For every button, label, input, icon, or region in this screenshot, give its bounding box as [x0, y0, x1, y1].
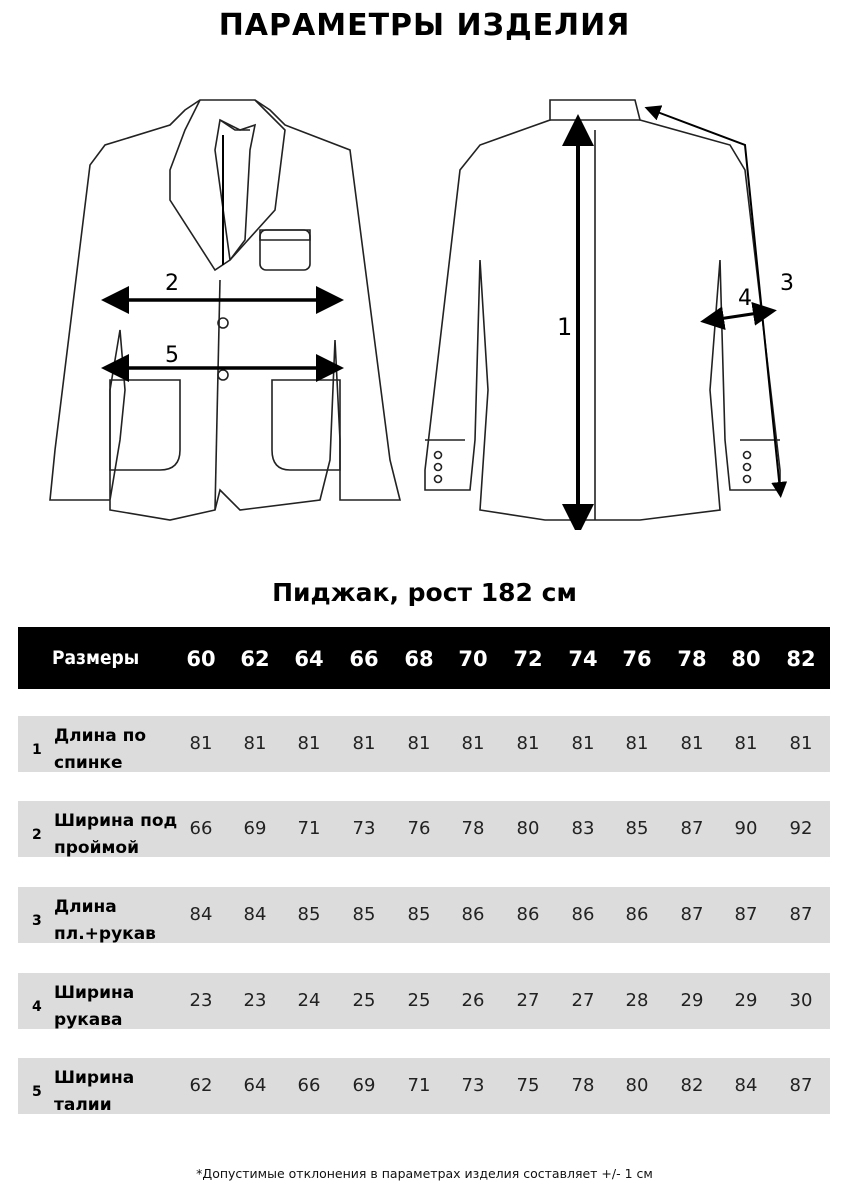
row-number: 4: [32, 999, 42, 1015]
header-size: 68: [404, 647, 434, 671]
row-number: 1: [32, 742, 42, 758]
row-label: Длина пл.+рукав: [54, 897, 156, 944]
table-cell: 78: [571, 1075, 595, 1096]
table-cell: 87: [680, 904, 704, 925]
table-cell: 82: [680, 1075, 704, 1096]
table-cell: 85: [407, 904, 431, 925]
table-cell: 81: [189, 733, 213, 754]
table-cell: 83: [571, 818, 595, 839]
table-cell: 81: [407, 733, 431, 754]
row-label: Длина по спинке: [54, 726, 147, 773]
table-row: [18, 716, 830, 772]
header-size: 60: [186, 647, 216, 671]
jacket-diagram: [40, 90, 810, 530]
table-cell: 28: [625, 990, 649, 1011]
table-cell: 23: [243, 990, 267, 1011]
table-cell: 23: [189, 990, 213, 1011]
table-cell: 85: [297, 904, 321, 925]
header-size: 82: [786, 647, 816, 671]
table-cell: 71: [407, 1075, 431, 1096]
table-cell: 81: [734, 733, 758, 754]
table-cell: 73: [461, 1075, 485, 1096]
label-3: 3: [780, 271, 794, 296]
header-size: 62: [240, 647, 270, 671]
table-cell: 80: [625, 1075, 649, 1096]
table-cell: 86: [571, 904, 595, 925]
row-label: Ширина рукава: [54, 983, 135, 1030]
table-cell: 26: [461, 990, 485, 1011]
front-jacket: [50, 100, 400, 520]
table-cell: 84: [243, 904, 267, 925]
table-cell: 27: [516, 990, 540, 1011]
row-label: Ширина талии: [54, 1068, 135, 1115]
header-size: 66: [349, 647, 379, 671]
table-row: [18, 801, 830, 857]
table-cell: 84: [189, 904, 213, 925]
table-cell: 71: [297, 818, 321, 839]
row-label: Ширина под проймой: [54, 811, 178, 858]
table-cell: 86: [516, 904, 540, 925]
label-1: 1: [557, 313, 573, 341]
table-cell: 87: [789, 1075, 813, 1096]
back-jacket: [425, 100, 780, 520]
table-cell: 81: [461, 733, 485, 754]
label-5: 5: [165, 343, 179, 368]
table-cell: 90: [734, 818, 758, 839]
table-cell: 85: [352, 904, 376, 925]
table-cell: 75: [516, 1075, 540, 1096]
row-number: 3: [32, 913, 42, 929]
table-cell: 81: [571, 733, 595, 754]
header-size: 70: [458, 647, 488, 671]
table-cell: 81: [789, 733, 813, 754]
table-cell: 76: [407, 818, 431, 839]
table-cell: 29: [680, 990, 704, 1011]
table-cell: 24: [297, 990, 321, 1011]
table-cell: 27: [571, 990, 595, 1011]
table-subtitle: Пиджак, рост 182 см: [272, 578, 577, 607]
table-row: [18, 1058, 830, 1114]
table-cell: 84: [734, 1075, 758, 1096]
table-cell: 64: [243, 1075, 267, 1096]
table-cell: 73: [352, 818, 376, 839]
table-cell: 78: [461, 818, 485, 839]
table-cell: 69: [352, 1075, 376, 1096]
table-row: [18, 973, 830, 1029]
header-size: 64: [294, 647, 324, 671]
table-cell: 86: [461, 904, 485, 925]
table-cell: 81: [625, 733, 649, 754]
table-cell: 81: [243, 733, 267, 754]
footnote: *Допустимые отклонения в параметрах изделия составляет +/- 1 см: [196, 1166, 653, 1181]
table-cell: 87: [680, 818, 704, 839]
table-cell: 81: [352, 733, 376, 754]
table-cell: 81: [680, 733, 704, 754]
table-cell: 29: [734, 990, 758, 1011]
table-cell: 69: [243, 818, 267, 839]
header-label: Размеры: [52, 647, 140, 669]
row-number: 2: [32, 827, 42, 843]
table-cell: 92: [789, 818, 813, 839]
table-cell: 66: [189, 818, 213, 839]
table-cell: 25: [407, 990, 431, 1011]
table-cell: 85: [625, 818, 649, 839]
table-cell: 66: [297, 1075, 321, 1096]
header-size: 74: [568, 647, 598, 671]
page-title: ПАРАМЕТРЫ ИЗДЕЛИЯ: [218, 8, 631, 43]
table-header: [18, 627, 830, 689]
header-size: 78: [677, 647, 707, 671]
table-cell: 86: [625, 904, 649, 925]
header-size: 80: [731, 647, 761, 671]
label-4: 4: [738, 286, 752, 311]
table-cell: 62: [189, 1075, 213, 1096]
table-row: [18, 887, 830, 943]
table-cell: 87: [789, 904, 813, 925]
table-cell: 80: [516, 818, 540, 839]
table-cell: 25: [352, 990, 376, 1011]
header-size: 76: [622, 647, 652, 671]
row-number: 5: [32, 1084, 42, 1100]
table-cell: 30: [789, 990, 813, 1011]
table-cell: 81: [297, 733, 321, 754]
header-size: 72: [513, 647, 543, 671]
table-cell: 81: [516, 733, 540, 754]
label-2: 2: [165, 271, 179, 296]
table-cell: 87: [734, 904, 758, 925]
